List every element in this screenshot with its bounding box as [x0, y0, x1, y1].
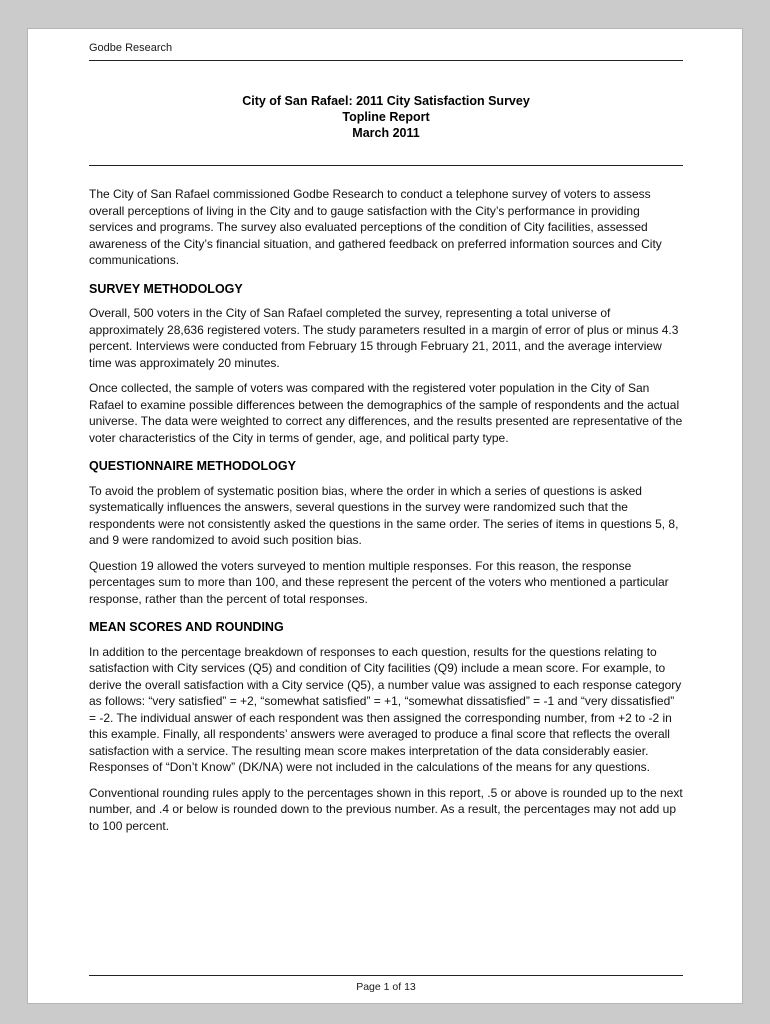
paragraph-weighting: Once collected, the sample of voters was compared with the registered voter population in the City of San Rafael to examine possible differences between the demographics of the sample of respondents and the actual universe. The data were weighted to correct any differences, and the results presented are representative of the voter characteristics of the City in terms of gender, age, and political party type.	[89, 381, 683, 445]
document-body	[89, 186, 683, 834]
paragraph-multiple-responses: Question 19 allowed the voters surveyed to mention multiple responses. For this reason, the response percentages sum to more than 100, and these represent the percent of the voters who mentioned a particular response, rather than the percent of total responses.	[89, 558, 669, 606]
document-page	[27, 28, 743, 1004]
document-footer	[89, 975, 683, 993]
document-title: City of San Rafael: 2011 City Satisfaction Survey	[242, 94, 530, 108]
company-name: Godbe Research	[89, 42, 173, 54]
paragraph-introduction: The City of San Rafael commissioned Godbe Research to conduct a telephone survey of voters to assess overall perceptions of living in the City and to gauge satisfaction with the City’s performance in providing services and programs. The survey also evaluated perceptions of the condition of City facilities, assessed awareness of the City’s financial situation, and gathered feedback on preferred information sources and City communications.	[89, 187, 662, 267]
paragraph-mean-scores: In addition to the percentage breakdown of responses to each question, results for the questions relating to satisfaction with City services (Q5) and condition of City facilities (Q9) include a mean score. For example, to derive the overall satisfaction with a City service (Q5), a number value was assigned to each response category as follows: “very satisfied” = +2, “somewhat satisfied” = +1, “somewhat dissatisfied” = -1 and “very dissatisfied” = -2. The individual answer of each respondent was then assigned the corresponding number, from +2 to -2 in this example. Finally, all respondents’ answers were averaged to produce a final score that reflects the overall satisfaction with a service. The resulting mean score makes interpretation of the data considerably easier. Responses of “Don’t Know” (DK/NA) were not included in the calculations of the means for any questions.	[89, 644, 682, 774]
heading-questionnaire-methodology: QUESTIONNAIRE METHODOLOGY	[89, 459, 296, 473]
document-subtitle: Topline Report	[342, 110, 430, 124]
paragraph-randomization: To avoid the problem of systematic position bias, where the order in which a series of questions is asked systematically influences the answers, several questions in the survey were randomized such that the respondents were not consistently asked the questions in the same order. The series of items in questions 5, 8, and 9 were randomized to avoid such position bias.	[89, 483, 679, 547]
heading-mean-scores-rounding: MEAN SCORES AND ROUNDING	[89, 620, 284, 634]
page-content-area	[28, 29, 742, 1003]
document-date: March 2011	[352, 126, 420, 140]
document-header	[89, 29, 683, 61]
paragraph-survey-sample: Overall, 500 voters in the City of San Rafael completed the survey, representing a total universe of approximately 28,636 registered voters. The study parameters resulted in a margin of error of plus or minus 4.3 percent. Interviews were conducted from February 15 through February 21, 2011, and the average interview time was approximately 20 minutes.	[89, 306, 679, 370]
title-divider	[89, 165, 683, 166]
title-block	[89, 93, 683, 141]
page-number: Page 1 of 13	[356, 981, 416, 993]
heading-survey-methodology: SURVEY METHODOLOGY	[89, 281, 243, 296]
paragraph-rounding-rules: Conventional rounding rules apply to the percentages shown in this report, .5 or above is rounded up to the next number, and .4 or below is rounded down to the previous number. As a result, the percentages may not add up to 100 percent.	[89, 785, 683, 833]
